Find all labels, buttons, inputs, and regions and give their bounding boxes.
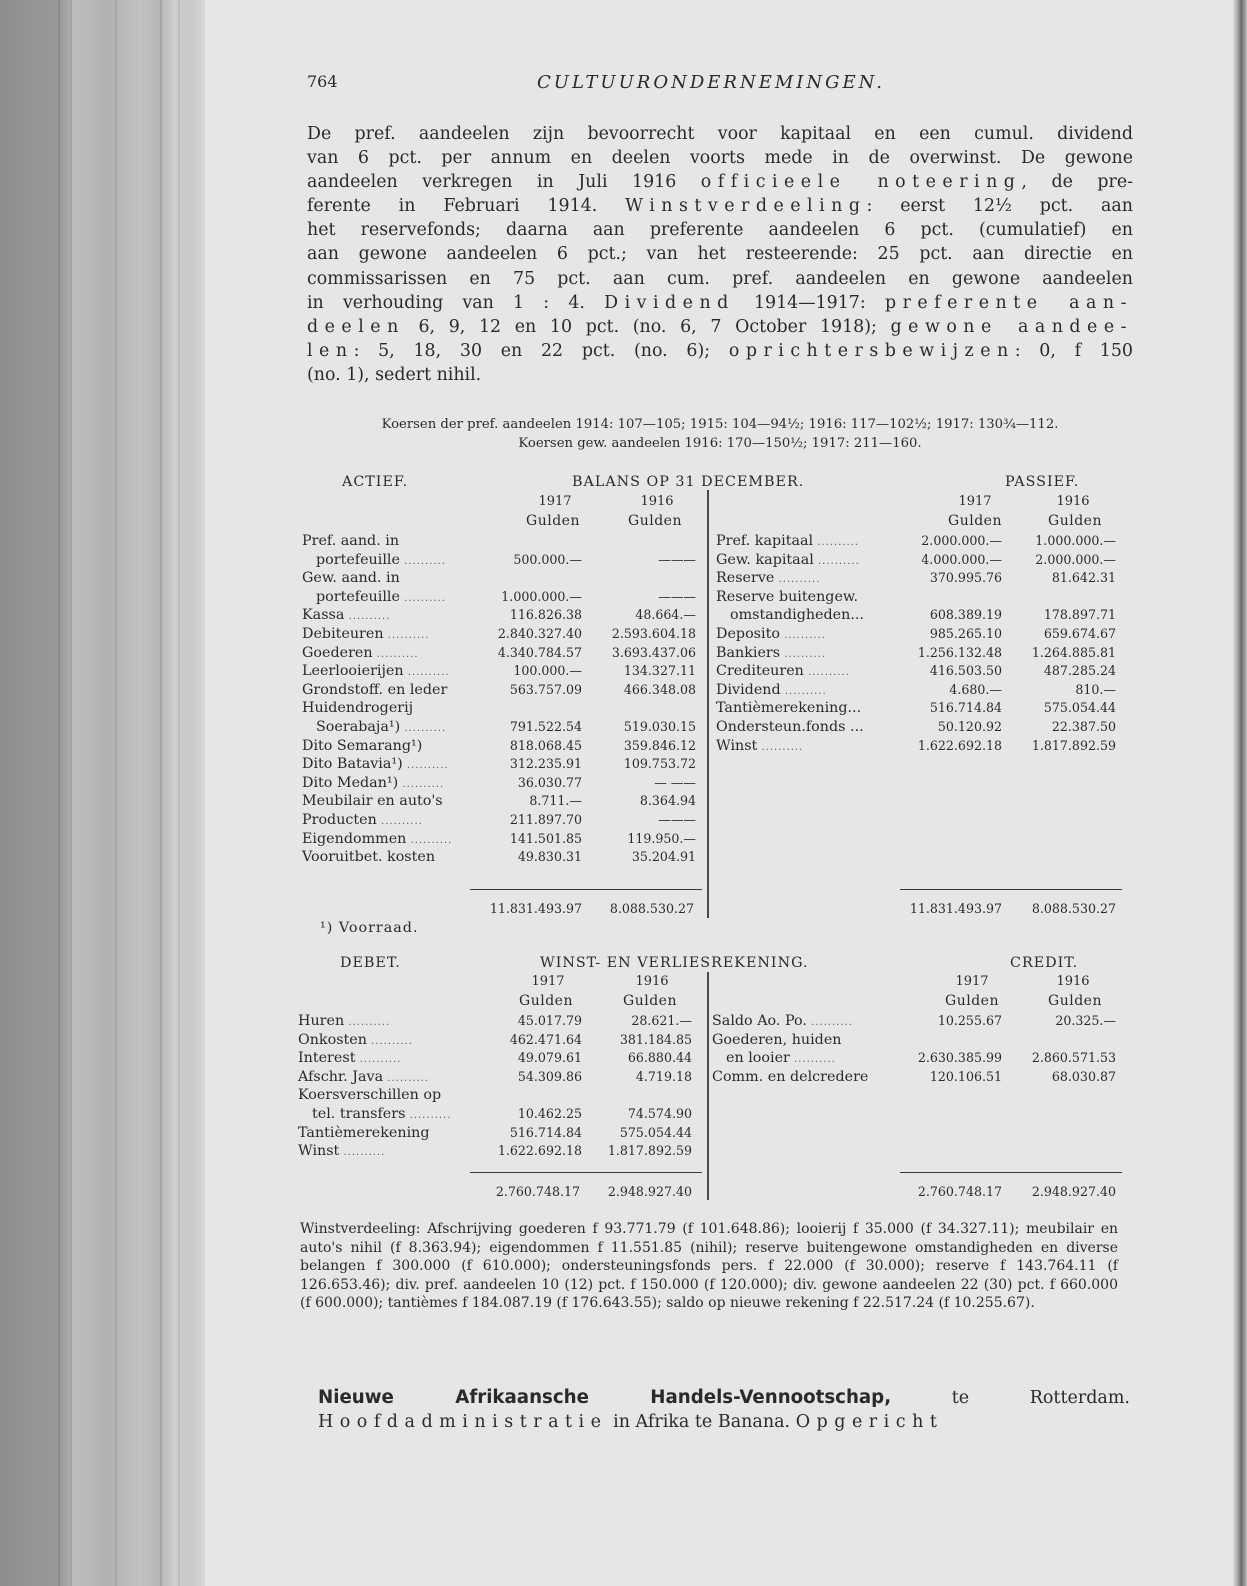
koersen-pref: Koersen der pref. aandeelen 1914: 107—105; 1915: 104—94½; 1916: 117—102½; 1917: 130¾—112. (381, 417, 1059, 432)
row-value-1916: 3.693.437.06 (611, 644, 696, 660)
column-divider (707, 490, 709, 918)
passief-total-1916: 8.088.530.27 (1031, 901, 1116, 916)
row-value-1917: 563.757.09 (509, 681, 582, 697)
row-label: Dividend .......... (716, 681, 827, 698)
row-label: Huidendrogerij (302, 700, 414, 717)
balans-title: BALANS OP 31 DECEMBER. (572, 474, 805, 490)
row-label: Eigendommen .......... (302, 830, 453, 847)
row-value-1917: 608.389.19 (929, 607, 1002, 623)
row-label: Goederen .......... (302, 644, 419, 661)
table-row (716, 606, 1116, 625)
row-label: tel. transfers .......... (312, 1105, 452, 1122)
total-rule (470, 1172, 702, 1173)
table-row (302, 830, 702, 849)
table-row (298, 1049, 698, 1068)
row-label: en looier .......... (726, 1050, 836, 1067)
table-row (716, 737, 1116, 756)
intro-line: van 6 pct. per annum en deelen voorts mede in de overwinst. De gewone (307, 148, 1133, 169)
row-label: Grondstoff. en leder (302, 681, 448, 698)
table-row (712, 1031, 1116, 1050)
row-value-1917: 2.630.385.99 (917, 1050, 1002, 1066)
row-value-1916: ——— (658, 588, 696, 604)
row-label: Onkosten .......... (298, 1031, 413, 1048)
row-value-1917: 462.471.64 (509, 1031, 582, 1047)
year-1916: 1916 (1056, 974, 1090, 989)
row-value-1916: 519.030.15 (623, 718, 696, 734)
table-row (302, 569, 702, 588)
footnote: ¹) Voorraad. (320, 920, 419, 936)
unit: Gulden (628, 513, 682, 529)
next-company-entry (318, 1386, 1130, 1434)
unit: Gulden (1048, 513, 1102, 529)
table-row (302, 532, 702, 551)
row-value-1917: 516.714.84 (509, 1124, 582, 1140)
row-label: Kassa .......... (302, 607, 391, 624)
book-binding (0, 0, 205, 1586)
intro-line: aan gewone aandeelen 6 pct.; van het resteerende: 25 pct. aan directie en (307, 244, 1133, 265)
row-value-1916: 1.817.892.59 (607, 1143, 692, 1159)
row-value-1917: 4.000.000.— (921, 551, 1002, 567)
row-value-1916: 810.— (1075, 681, 1116, 697)
year-1916: 1916 (1056, 494, 1090, 509)
row-value-1916: 359.846.12 (623, 737, 696, 753)
row-value-1917: 1.256.132.48 (917, 644, 1002, 660)
table-row (716, 662, 1116, 681)
passief-rows (716, 532, 1116, 755)
intro-line: ferente in Februari 1914. Winstverdeeling: eerst 12½ pct. aan (307, 196, 1133, 217)
total-rule (900, 1172, 1122, 1173)
row-value-1916: 74.574.90 (627, 1105, 692, 1121)
table-row (716, 625, 1116, 644)
row-value-1916: 178.897.71 (1043, 607, 1116, 623)
row-value-1916: 119.950.— (627, 830, 696, 846)
row-value-1917: 1.000.000.— (501, 588, 582, 604)
row-value-1916: 81.642.31 (1051, 570, 1116, 586)
row-label: Leerlooierijen .......... (302, 663, 450, 680)
table-row (302, 848, 702, 867)
credit-total-1916: 2.948.927.40 (1031, 1184, 1116, 1199)
row-label: Bankiers .......... (716, 644, 827, 661)
row-label: Dito Medan¹) .......... (302, 774, 445, 791)
row-value-1917: 211.897.70 (509, 811, 582, 827)
actief-total-1917: 11.831.493.97 (489, 901, 582, 916)
table-row (712, 1068, 1116, 1087)
row-value-1917: 54.309.86 (517, 1068, 582, 1084)
table-row (302, 644, 702, 663)
intro-line: aandeelen verkregen in Juli 1916 officieele noteering, de pre- (307, 172, 1134, 193)
page-edge (1233, 0, 1247, 1586)
row-label: Soerabaja¹) .......... (316, 718, 447, 735)
row-label: Koersverschillen op (298, 1087, 442, 1104)
intro-paragraph (307, 122, 1133, 387)
unit: Gulden (526, 513, 580, 529)
intro-line: in verhouding van 1 : 4. Dividend 1914—1917: preferente aan- (307, 292, 1133, 313)
spaced-label: Hoofdadministratie (318, 1412, 608, 1432)
row-value-1917: 1.622.692.18 (917, 737, 1002, 753)
actief-total-1916: 8.088.530.27 (609, 901, 694, 916)
row-value-1917: 50.120.92 (937, 718, 1002, 734)
year-1917: 1917 (531, 974, 565, 989)
debet-total-1916: 2.948.927.40 (607, 1184, 692, 1199)
row-value-1916: 659.674.67 (1043, 625, 1116, 641)
row-value-1916: 575.054.44 (1043, 700, 1116, 716)
intro-line: len: 5, 18, 30 en 22 pct. (no. 6); oprichtersbewijzen: 0, f 150 (307, 340, 1133, 361)
table-row (298, 1012, 698, 1031)
row-label: Winst .......... (298, 1143, 386, 1160)
year-1916: 1916 (635, 974, 669, 989)
company-name: Nieuwe Afrikaansche Handels-Vennootschap, (318, 1387, 892, 1408)
row-value-1917: 116.826.38 (509, 607, 582, 623)
table-row (302, 718, 702, 737)
running-head (307, 72, 1137, 96)
row-label: Reserve .......... (716, 570, 821, 587)
table-row (716, 681, 1116, 700)
winstverdeeling-paragraph: Winstverdeeling: Afschrijving goederen f 93.771.79 (f 101.648.86); looierij f 35.000 (f 34.327.11); meubilair en auto's nihil (f 8.363.94); eigendommen f 11.551.85 (nihil); reserve buitengewone omstandigheden en diverse belangen f 300.000 (f 610.000); ondersteuningsfonds pers. f 22.000 (f 30.000); reserve f 143.764.11 (f 126.653.46); div. pref. aandeelen 10 (12) pct. f 150.000 (f 120.000); div. gewone aandeelen 22 (30) pct. f 660.000 (f 600.000); tantièmes f 184.087.19 (f 176.643.55); saldo op nieuwe rekening f 22.517.24 (f 10.255.67). (300, 1221, 1118, 1312)
table-row (712, 1012, 1116, 1031)
table-row (302, 699, 702, 718)
row-label: Pref. aand. in (302, 533, 400, 549)
row-label: Crediteuren .......... (716, 663, 850, 680)
year-1916: 1916 (640, 494, 674, 509)
row-value-1917: 49.079.61 (517, 1050, 582, 1066)
passief-total-1917: 11.831.493.97 (909, 901, 1002, 916)
table-row (302, 662, 702, 681)
row-label: Producten .......... (302, 811, 423, 828)
mid-text: in Afrika te Banana. (613, 1412, 791, 1432)
row-label: Huren .......... (298, 1013, 391, 1029)
row-label: Meubilair en auto's (302, 793, 443, 810)
row-value-1916: 466.348.08 (623, 681, 696, 697)
row-label: Deposito .......... (716, 625, 826, 642)
row-value-1917: 312.235.91 (509, 756, 582, 772)
intro-line: (no. 1), sedert nihil. (307, 364, 482, 385)
debet-header: DEBET. (340, 955, 401, 971)
row-value-1917: 36.030.77 (517, 774, 582, 790)
row-value-1917: 2.000.000.— (921, 533, 1002, 548)
column-divider (707, 972, 709, 1200)
row-label: Afschr. Java .......... (298, 1068, 430, 1085)
row-value-1917: 8.711.— (529, 793, 582, 809)
row-value-1916: 2.860.571.53 (1031, 1050, 1116, 1066)
row-value-1917: 10.255.67 (937, 1013, 1002, 1028)
row-value-1916: 2.000.000.— (1035, 551, 1116, 567)
credit-total-1917: 2.760.748.17 (917, 1184, 1002, 1199)
row-value-1916: 381.184.85 (619, 1031, 692, 1047)
row-label: Pref. kapitaal .......... (716, 533, 860, 549)
row-label: omstandigheden... (730, 607, 864, 624)
row-label: Gew. aand. in (302, 570, 400, 587)
row-value-1916: 1.264.885.81 (1031, 644, 1116, 660)
table-row (302, 588, 702, 607)
row-value-1917: 500.000.— (513, 551, 582, 567)
row-label: portefeuille .......... (316, 588, 446, 605)
row-value-1916: 487.285.24 (1043, 663, 1116, 679)
row-label: Tantièmerekening (298, 1124, 430, 1141)
year-1917: 1917 (538, 494, 572, 509)
unit: Gulden (948, 513, 1002, 529)
credit-header: CREDIT. (1010, 955, 1079, 971)
row-value-1917: 4.680.— (949, 681, 1002, 697)
year-1917: 1917 (955, 974, 989, 989)
row-value-1916: 109.753.72 (623, 756, 696, 772)
row-value-1916: 2.593.604.18 (611, 625, 696, 641)
table-row (716, 532, 1116, 551)
table-row (302, 774, 702, 793)
total-rule (900, 889, 1122, 890)
row-value-1917: 370.995.76 (929, 570, 1002, 586)
row-label: Dito Semarang¹) (302, 737, 423, 754)
wv-title: WINST- EN VERLIESREKENING. (540, 955, 809, 971)
table-row (302, 606, 702, 625)
table-row (716, 551, 1116, 570)
row-label: Interest .......... (298, 1050, 402, 1067)
table-row (302, 681, 702, 700)
row-label: Tantièmerekening... (716, 700, 862, 717)
row-label: Debiteuren .......... (302, 625, 430, 642)
table-row (712, 1049, 1116, 1068)
row-value-1917: 2.840.327.40 (497, 625, 582, 641)
row-value-1917: 141.501.85 (509, 830, 582, 846)
row-value-1916: ——— (658, 551, 696, 567)
row-value-1916: 575.054.44 (619, 1124, 692, 1140)
unit: Gulden (519, 993, 573, 1009)
row-value-1916: 134.327.11 (623, 663, 696, 679)
table-row (302, 792, 702, 811)
row-label: Ondersteun.fonds ... (716, 718, 864, 735)
row-label: Reserve buitengew. (716, 588, 858, 605)
table-row (716, 588, 1116, 607)
row-value-1917: 818.068.45 (509, 737, 582, 753)
row-value-1916: 68.030.87 (1051, 1068, 1116, 1084)
row-value-1917: 4.340.784.57 (497, 644, 582, 660)
row-value-1916: 4.719.18 (635, 1068, 692, 1084)
intro-line: deelen 6, 9, 12 en 10 pct. (no. 6, 7 October 1918); gewone aandee- (307, 316, 1133, 337)
location-text: te Rotterdam. (951, 1388, 1130, 1408)
passief-header: PASSIEF. (1005, 474, 1080, 490)
debet-rows (298, 1012, 698, 1161)
row-label: Comm. en delcredere (712, 1068, 869, 1085)
table-row (302, 551, 702, 570)
row-label: Saldo Ao. Po. .......... (712, 1013, 853, 1029)
row-value-1916: 35.204.91 (631, 849, 696, 865)
intro-line: commissarissen en 75 pct. aan cum. pref. aandeelen en gewone aandeelen (307, 268, 1133, 289)
row-value-1916: ——— (658, 811, 696, 827)
page-number: 764 (307, 72, 338, 91)
row-value-1917: 120.106.51 (929, 1068, 1002, 1084)
row-value-1916: 48.664.— (635, 607, 696, 623)
section-title: CULTUURONDERNEMINGEN. (537, 72, 885, 93)
koersen-gew: Koersen gew. aandeelen 1916: 170—150½; 1917: 211—160. (518, 436, 922, 451)
table-row (716, 718, 1116, 737)
row-value-1917: 791.522.54 (509, 718, 582, 734)
unit: Gulden (945, 993, 999, 1009)
spaced-label: Opgericht (795, 1412, 944, 1432)
table-row (302, 625, 702, 644)
row-value-1917: 1.622.692.18 (497, 1143, 582, 1159)
intro-line: De pref. aandeelen zijn bevoorrecht voor kapitaal en een cumul. dividend (307, 124, 1133, 144)
intro-line: het reservefonds; daarna aan preferente aandeelen 6 pct. (cumulatief) en (307, 220, 1133, 241)
table-row (302, 755, 702, 774)
unit: Gulden (623, 993, 677, 1009)
table-row (298, 1105, 698, 1124)
table-row (302, 737, 702, 756)
row-value-1916: 1.817.892.59 (1031, 737, 1116, 753)
row-label: Winst .......... (716, 737, 804, 754)
row-value-1917: 45.017.79 (517, 1013, 582, 1028)
row-label: Vooruitbet. kosten (302, 849, 436, 866)
table-row (298, 1124, 698, 1143)
row-value-1916: 8.364.94 (639, 793, 696, 809)
actief-header: ACTIEF. (342, 474, 409, 490)
table-row (298, 1031, 698, 1050)
row-value-1917: 49.830.31 (517, 849, 582, 865)
row-value-1917: 516.714.84 (929, 700, 1002, 716)
row-value-1916: — —— (654, 774, 696, 790)
unit: Gulden (1048, 993, 1102, 1009)
table-row (716, 644, 1116, 663)
table-row (298, 1086, 698, 1105)
row-label: portefeuille .......... (316, 551, 446, 568)
row-label: Gew. kapitaal .......... (716, 551, 860, 568)
row-label: Dito Batavia¹) .......... (302, 756, 449, 773)
actief-rows (302, 532, 702, 867)
table-row (298, 1068, 698, 1087)
row-value-1917: 985.265.10 (929, 625, 1002, 641)
total-rule (470, 889, 702, 890)
row-value-1917: 10.462.25 (517, 1105, 582, 1121)
row-label: Goederen, huiden (712, 1031, 842, 1048)
table-row (298, 1142, 698, 1161)
row-value-1917: 416.503.50 (929, 663, 1002, 679)
row-value-1916: 20.325.— (1055, 1013, 1116, 1028)
credit-rows (712, 1012, 1116, 1086)
row-value-1916: 1.000.000.— (1035, 533, 1116, 548)
row-value-1917: 100.000.— (513, 663, 582, 679)
table-row (716, 699, 1116, 718)
year-1917: 1917 (958, 494, 992, 509)
debet-total-1917: 2.760.748.17 (495, 1184, 580, 1199)
row-value-1916: 28.621.— (631, 1013, 692, 1028)
table-row (716, 569, 1116, 588)
row-value-1916: 22.387.50 (1051, 718, 1116, 734)
table-row (302, 811, 702, 830)
row-value-1916: 66.880.44 (627, 1050, 692, 1066)
